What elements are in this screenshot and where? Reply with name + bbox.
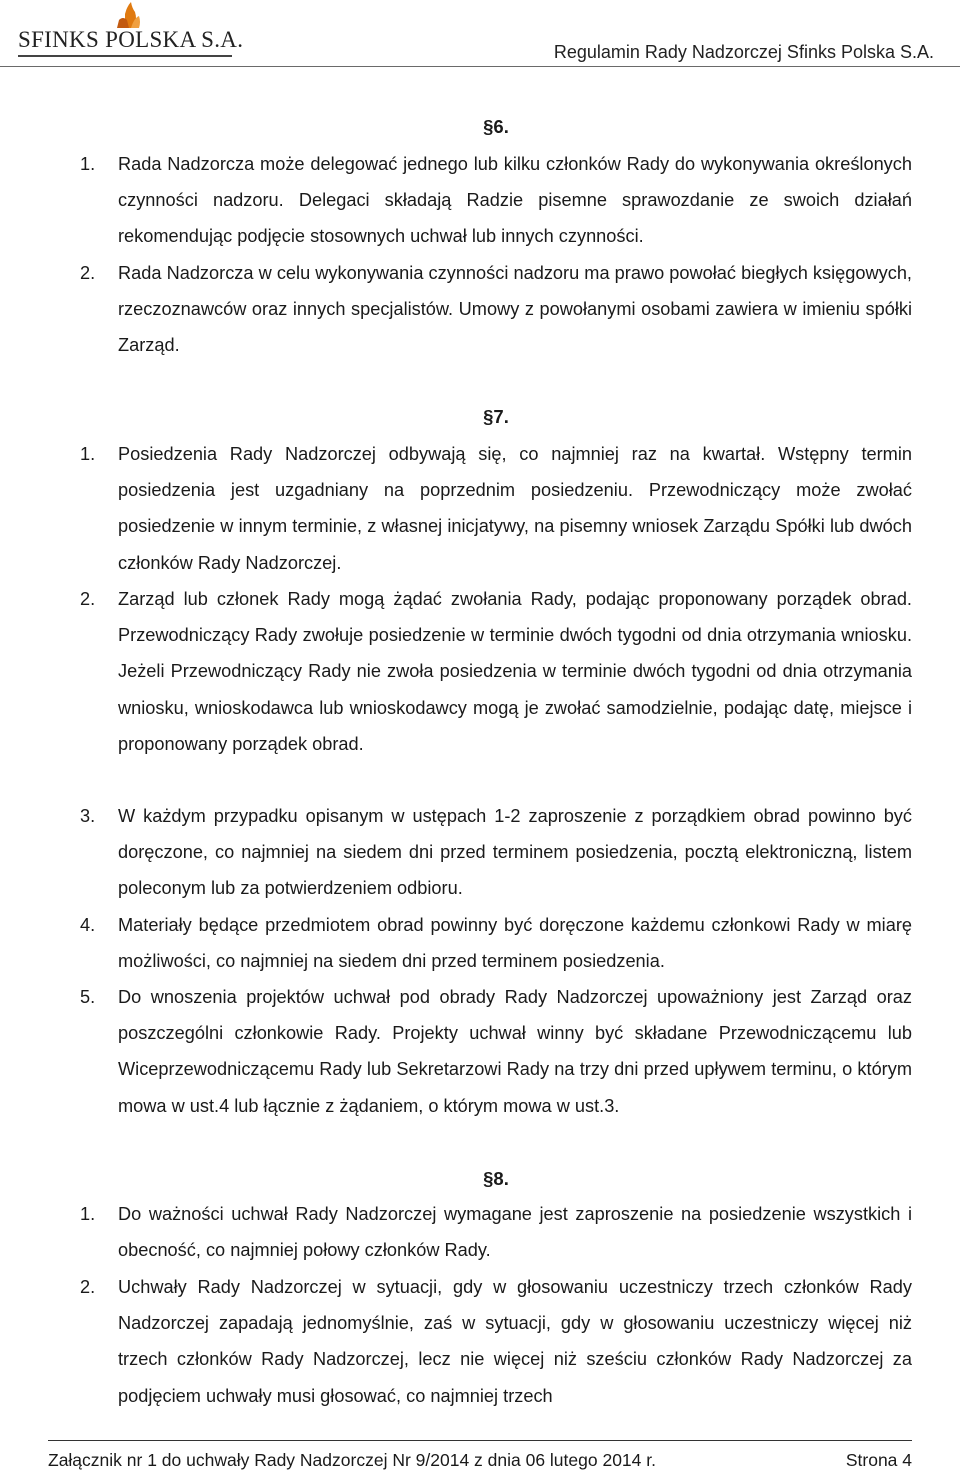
footer-divider [48, 1440, 912, 1441]
list-item [80, 1269, 912, 1414]
header-divider [0, 66, 960, 67]
item-text: Materiały będące przedmiotem obrad powinny być doręczone każdemu członkowi Rady w miarę możliwości, co najmniej na siedem dni przed terminem posiedzenia. [118, 915, 912, 972]
item-text: Do wnoszenia projektów uchwał pod obrady Rady Nadzorczej upoważniony jest Zarząd oraz poszczególni członkowie Rady. Projekty uchwał winny być składane Przewodniczącemu lub Wiceprzewodniczącemu Rady lub Sekretarzowi Rady na trzy dni przed upływem terminu, o którym mowa w ust.4 lub łącznie z żądaniem, o którym mowa w ust.3. [118, 987, 912, 1116]
sphinx-logo-icon [103, 0, 153, 30]
item-number: 4. [80, 915, 96, 935]
item-text: Uchwały Rady Nadzorczej w sytuacji, gdy w głosowaniu uczestniczy trzech członków Rady Nadzorczej zapadają jednomyślnie, zaś w sytuacji, gdy w głosowaniu uczestniczy więcej niż trzech członków Rady Nadzorczej, lecz nie więcej niż sześciu członków Rady Nadzorczej za podjęciem uchwały musi głosować, co najmniej trzech [118, 1277, 912, 1406]
item-text: Rada Nadzorcza w celu wykonywania czynności nadzoru ma prawo powołać biegłych księgowych, rzeczoznawców oraz innych specjalistów. Umowy z powołanymi osobami zawiera w imieniu spółki Zarząd. [118, 263, 912, 356]
item-text: Do ważności uchwał Rady Nadzorczej wymagane jest zaproszenie na posiedzenie wszystkich i obecność, co najmniej połowy członków Rady. [118, 1204, 912, 1261]
document-title: Regulamin Rady Nadzorczej Sfinks Polska S.A. [553, 42, 934, 62]
item-text: Posiedzenia Rady Nadzorczej odbywają się, co najmniej raz na kwartał. Wstępny termin posiedzenia jest uzgadniany na poprzednim posiedzeniu. Przewodniczący może zwołać posiedzenie w innym terminie, z własnej inicjatywy, na pisemny wniosek Zarządu Spółki lub dwóch członków Rady Nadzorczej. [118, 444, 912, 573]
list-item [80, 255, 912, 364]
section-title: §8. [483, 1168, 509, 1189]
company-logo [18, 0, 244, 62]
page-number: Strona 4 [845, 1450, 912, 1470]
item-text: Rada Nadzorcza może delegować jednego lub kilku członków Rady do wykonywania określonych czynności nadzoru. Delegaci składają Radzie pisemne sprawozdanie ze swoich działań rekomendując podjęcie stosownych uchwał lub innych czynności. [118, 154, 912, 247]
logo-underline [18, 55, 232, 57]
logo-text: SFINKS POLSKA S.A. [18, 27, 244, 52]
section-title: §7. [483, 406, 509, 427]
item-text: Zarząd lub członek Rady mogą żądać zwołania Rady, podając proponowany porządek obrad. Przewodniczący Rady zwołuje posiedzenie w terminie dwóch tygodni od dnia otrzymania wniosku. Jeżeli Przewodniczący Rady nie zwoła posiedzenia w terminie dwóch tygodni od dnia otrzymania wniosku, wnioskodawca lub wnioskodawcy mogą je zwołać samodzielnie, podając datę, miejsce i proponowany porządek obrad. [118, 589, 912, 754]
item-number: 2. [80, 589, 96, 609]
list-item [80, 1196, 912, 1268]
item-number: 2. [80, 1277, 96, 1297]
item-text: W każdym przypadku opisanym w ustępach 1-2 zaproszenie z porządkiem obrad powinno być doręczone, co najmniej na siedem dni przed terminem posiedzenia, pocztą elektroniczną, listem poleconym lub za potwierdzeniem odbioru. [118, 806, 912, 899]
list-item [80, 798, 912, 907]
list-item [80, 436, 912, 581]
footer-attachment-note: Załącznik nr 1 do uchwały Rady Nadzorczej Nr 9/2014 z dnia 06 lutego 2014 r. [48, 1450, 656, 1470]
item-number: 3. [80, 806, 96, 826]
section-title: §6. [483, 116, 509, 137]
item-number: 1. [80, 1204, 96, 1224]
list-item [80, 581, 912, 762]
item-number: 1. [80, 154, 96, 174]
list-item [80, 979, 912, 1124]
item-number: 1. [80, 444, 96, 464]
list-item [80, 146, 912, 255]
list-item [80, 907, 912, 979]
item-number: 5. [80, 987, 96, 1007]
item-number: 2. [80, 263, 96, 283]
page-header [0, 0, 960, 70]
